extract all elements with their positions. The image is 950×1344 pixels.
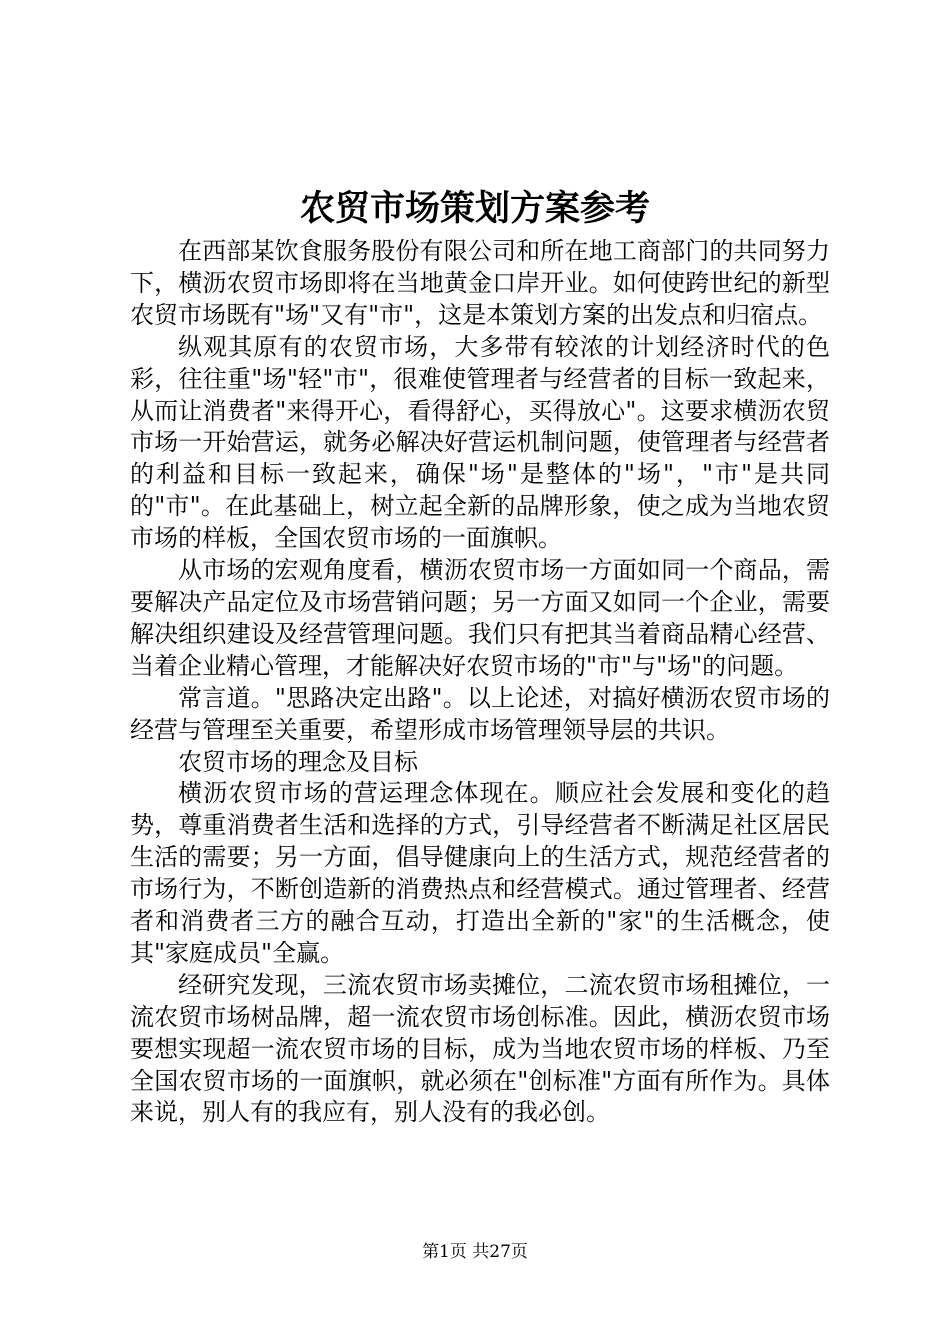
section-heading: 农贸市场的理念及目标	[178, 747, 418, 776]
paragraph: 从市场的宏观角度看，横沥农贸市场一方面如同一个商品，需要解决产品定位及市场营销问题；另一方面又如同一个企业，需要解决组织建设及经营管理问题。我们只有把其当着商品精心经营、当着企业精心管理，才能解决好农贸市场的"市"与"场"的问题。	[130, 556, 830, 680]
paragraph: 常言道。"思路决定出路"。以上论述，对搞好横沥农贸市场的经营与管理至关重要，希望形成市场管理领导层的共识。	[130, 683, 830, 744]
paragraph: 经研究发现，三流农贸市场卖摊位，二流农贸市场租摊位，一流农贸市场树品牌，超一流农贸市场创标准。因此，横沥农贸市场要想实现超一流农贸市场的目标，成为当地农贸市场的样板、乃至全国农贸市场的一面旗帜，就必须在"创标准"方面有所作为。具体来说，别人有的我应有，别人没有的我必创。	[130, 970, 830, 1127]
document-title: 农贸市场策划方案参考	[299, 188, 650, 229]
document-body	[130, 236, 830, 1129]
paragraph: 在西部某饮食服务股份有限公司和所在地工商部门的共同努力下，横沥农贸市场即将在当地黄金口岸开业。如何使跨世纪的新型农贸市场既有"场"又有"市"，这是本策划方案的出发点和归宿点。	[130, 237, 830, 329]
paragraph: 纵观其原有的农贸市场，大多带有较浓的计划经济时代的色彩，往往重"场"轻"市"，很难使管理者与经营者的目标一致起来，从而让消费者"来得开心，看得舒心，买得放心"。这要求横沥农贸市场一开始营运，就务必解决好营运机制问题，使管理者与经营者的利益和目标一致起来，确保"场"是整体的"场"，"市"是共同的"市"。在此基础上，树立起全新的品牌形象，使之成为当地农贸市场的样板，全国农贸市场的一面旗帜。	[130, 332, 830, 553]
page-footer: 第1页 共27页	[422, 1242, 528, 1262]
paragraph: 横沥农贸市场的营运理念体现在。顺应社会发展和变化的趋势，尊重消费者生活和选择的方式，引导经营者不断满足社区居民生活的需要；另一方面，倡导健康向上的生活方式，规范经营者的市场行为，不断创造新的消费热点和经营模式。通过管理者、经营者和消费者三方的融合互动，打造出全新的"家"的生活概念，使其"家庭成员"全赢。	[130, 779, 830, 967]
